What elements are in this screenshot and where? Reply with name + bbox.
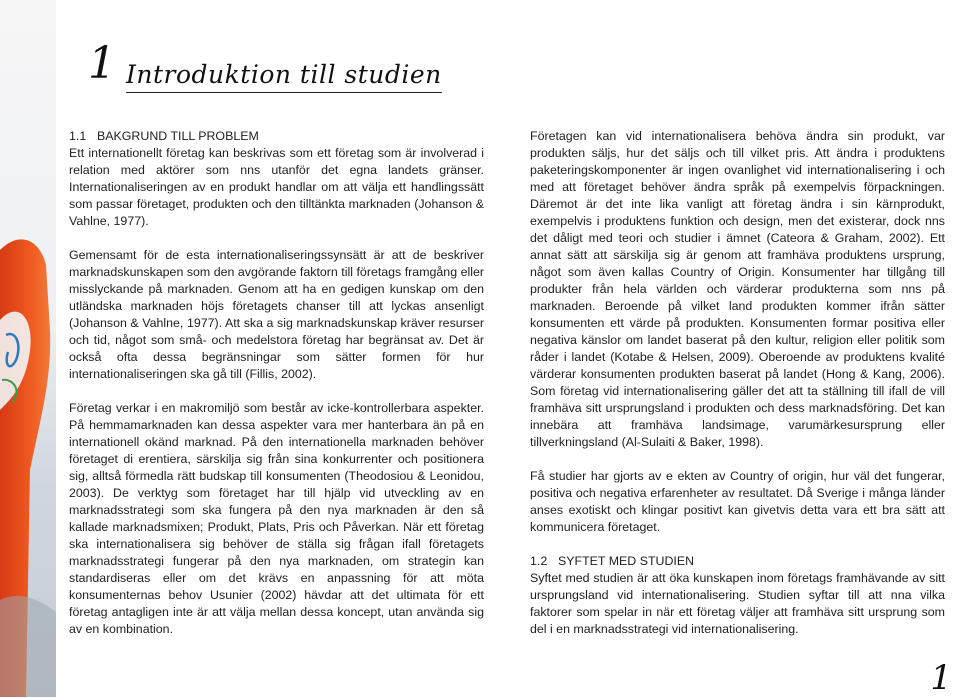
chapter-title: Introduktion till studien xyxy=(126,60,442,93)
section-title: BAKGRUND TILL PROBLEM xyxy=(97,129,259,143)
page-number: 1 xyxy=(930,658,952,698)
right-column xyxy=(530,128,945,638)
dala-horse-photo xyxy=(0,0,56,697)
cover-photo-strip xyxy=(0,0,56,697)
section-heading-1-1 xyxy=(69,128,484,145)
body-paragraph: Syftet med studien är att öka kunskapen inom företags framhävande av sitt ursprungsland vid internationalisering. Studien syftar till att nna vilka faktorer som spelar in när ett företag väljer att framhäva sitt ursprung som del i en marknadsstrategi vid internationalisering. xyxy=(530,571,945,636)
left-column xyxy=(69,128,484,638)
section-number: 1.1 xyxy=(69,129,87,143)
body-paragraph: Ett internationellt företag kan beskrivas som ett företag som är involverad i relation med aktörer som nns utanför det egna landets gränser. Internationaliseringen av en produkt handlar om att välja ett handlingssätt som passar företaget, produkten och den tilltänkta marknaden (Johanson & Vahlne, 1977). xyxy=(69,146,484,228)
body-paragraph: Företagen kan vid internationalisera behöva ändra sin produkt, var produkten säljs, hur det säljs och till vilket pris. Att ändra i produktens paketeringskomponenter är ingen ovanlighet vid internationalisering i och med att företaget behöver ändra språk på exempelvis förpackningen. Däremot är det inte lika vanligt att företag ändra i sin kärnprodukt, exempelvis i produktens funktion och design, men det existerar, dock nns det dåligt med teori och studier i ämnet (Cateora & Graham, 2002). Ett annat sätt att särskilja sig är genom att framhäva produktens ursprung, något som även kallas Country of Origin. Konsumenter har tillgång till produkter från hela världen och värderar produkterna som nns på marknaden. Beroende på vilket land produkten kommer ifrån sätter konsumenten ett värde på produkten. Konsumenten formar positiva eller negativa känslor om landet baserat på den kultur, religion eller politik som råder i landet (Kotabe & Helsen, 2009). Oberoende av produktens kvalité värderar konsumenten produkten baserat på landet (Hong & Kang, 2006). Som företag vid internationalisering gäller det att ta ställning till ifall de vill framhäva sitt ursprungsland i produkten och dess marknadsföring. Det kan innebära att framhäva landsimage, varumärkesursprung eller tillverkningsland (Al-Sulaiti & Baker, 1998). xyxy=(530,129,945,449)
body-paragraph: Gemensamt för de esta internationaliseringssynsätt är att de beskriver marknadskunskapen som den avgörande faktorn till företags framgång eller misslyckande på marknaden. Genom att ha en gedigen kunskap om den utländska marknaden höjs företagets chanser till att lyckas ansenligt (Johanson & Vahlne, 1977). Att ska a sig marknadskunskap kräver resurser och tid, något som små- och medelstora företag har begränsat av. Det är också ofta dessa begränsningar som sätter formen för hur internationaliseringen ska gå till (Fillis, 2002). xyxy=(69,248,484,381)
section-title: SYFTET MED STUDIEN xyxy=(558,554,695,568)
chapter-number: 1 xyxy=(88,38,116,89)
body-paragraph: Få studier har gjorts av e ekten av Country of origin, hur väl det fungerar, positiva och negativa erfarenheter av resultatet. Då Sverige i många länder anses exotiskt och klingar positivt kan givetvis detta vara ett bra sätt att kommunicera företaget. xyxy=(530,469,945,534)
section-number: 1.2 xyxy=(530,554,548,568)
section-heading-1-2 xyxy=(530,553,945,570)
body-paragraph: Företag verkar i en makromiljö som består av icke-kontrollerbara aspekter. På hemmamarknaden kan dessa aspekter vara mer hanterbara än på en internationell okänd marknad. På den internationella marknaden behöver företaget di erentiera, särskilja sig från sina konkurrenter och positionera sig, alltså förmedla rätt budskap till konsumenten (Theodosiou & Leonidou, 2003). De verktyg som företaget har till hjälp vid utveckling av en marknadsstrategi som ska fungera på den nya marknaden är den så kallade marknadsmixen; Produkt, Plats, Pris och Påverkan. När ett företag ska internationalisera sig behöver de ställa sig frågan ifall företagets marknadsstrategi fungerar på den nya marknaden, om strategin kan standardiseras eller om det krävs en anpassning för att möta konsumenternas behov Usunier (2002) hävdar att det ultimata för ett företag antagligen inte är att välja mellan dessa koncept, utan använda sig av en kombination. xyxy=(69,401,484,636)
